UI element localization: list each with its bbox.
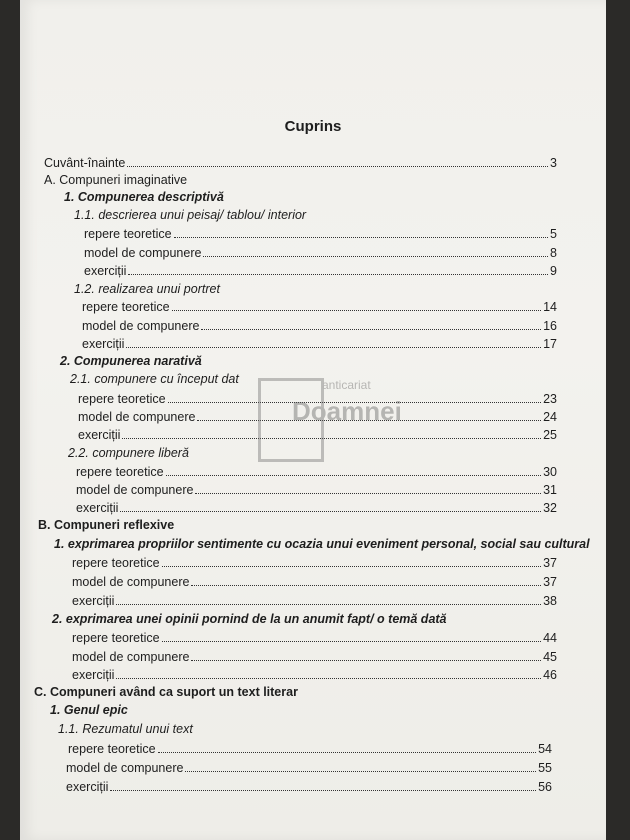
- toc-entry: exerciții 38: [72, 594, 557, 608]
- leader-dots: [126, 347, 541, 348]
- subsubsection-heading: 1.1. Rezumatul unui text: [58, 722, 193, 736]
- toc-entry: Cuvânt-înainte 3: [44, 156, 557, 170]
- subsubsection-heading: 2.2. compunere liberă: [68, 446, 189, 460]
- watermark-logo: [258, 378, 402, 456]
- leader-dots: [120, 511, 541, 512]
- toc-entry: model de compunere 45: [72, 650, 557, 664]
- toc-entry: model de compunere 31: [76, 483, 557, 497]
- leader-dots: [166, 475, 542, 476]
- section-heading: C. Compuneri având ca suport un text literar: [34, 685, 298, 699]
- leader-dots: [158, 752, 537, 753]
- subsubsection-heading: 1.2. realizarea unui portret: [74, 282, 220, 296]
- subsection-heading: 2. Compunerea narativă: [60, 354, 202, 368]
- leader-dots: [185, 771, 536, 772]
- section-heading: B. Compuneri reflexive: [38, 518, 175, 532]
- toc-entry: model de compunere 8: [84, 246, 557, 260]
- leader-dots: [110, 790, 536, 791]
- page-title: Cuprins: [284, 118, 342, 135]
- leader-dots: [128, 274, 548, 275]
- leader-dots: [195, 493, 541, 494]
- toc-entry: exerciții 46: [72, 668, 557, 682]
- leader-dots: [172, 310, 542, 311]
- toc-entry: model de compunere 37: [72, 575, 557, 589]
- book-page: [20, 0, 606, 840]
- leader-dots: [203, 256, 548, 257]
- toc-entry: repere teoretice 30: [76, 465, 557, 479]
- watermark-text-top: anticariat: [322, 378, 371, 392]
- subsubsection-heading: 2.1. compunere cu început dat: [70, 372, 239, 386]
- section-heading: A. Compuneri imaginative: [44, 173, 188, 187]
- toc-entry: repere teoretice 14: [82, 300, 557, 314]
- leader-dots: [174, 237, 548, 238]
- toc-entry: exerciții 32: [76, 501, 557, 515]
- subsection-heading: 1. Compunerea descriptivă: [64, 190, 224, 204]
- toc-entry: exerciții 17: [82, 337, 557, 351]
- toc-entry: model de compunere 55: [66, 761, 552, 775]
- subsection-heading: 1. exprimarea propriilor sentimente cu ocazia unui eveniment personal, social sau cultural: [54, 537, 590, 551]
- subsubsection-heading: 1.1. descrierea unui peisaj/ tablou/ interior: [74, 208, 307, 222]
- toc-entry: exerciții 25: [78, 428, 557, 442]
- watermark-text-main: Doamnei: [292, 396, 402, 426]
- toc-entry: repere teoretice 54: [68, 742, 552, 756]
- toc-entry: repere teoretice 37: [72, 556, 557, 570]
- toc-entry: model de compunere 16: [82, 319, 557, 333]
- leader-dots: [191, 660, 541, 661]
- leader-dots: [162, 641, 542, 642]
- subsection-heading: 2. exprimarea unei opinii pornind de la un anumit fapt/ o temă dată: [52, 612, 447, 626]
- toc-entry: exerciții 56: [66, 780, 552, 794]
- leader-dots: [201, 329, 541, 330]
- toc-entry: exerciții 9: [84, 264, 557, 278]
- toc-entry: repere teoretice 5: [84, 227, 557, 241]
- toc-entry: repere teoretice 44: [72, 631, 557, 645]
- leader-dots: [127, 166, 548, 167]
- toc-entry: model de compunere 24: [78, 410, 557, 424]
- subsection-heading: 1. Genul epic: [50, 703, 128, 717]
- toc-entry: repere teoretice 23: [78, 392, 557, 406]
- leader-dots: [116, 604, 541, 605]
- leader-dots: [191, 585, 541, 586]
- leader-dots: [162, 566, 542, 567]
- leader-dots: [116, 678, 541, 679]
